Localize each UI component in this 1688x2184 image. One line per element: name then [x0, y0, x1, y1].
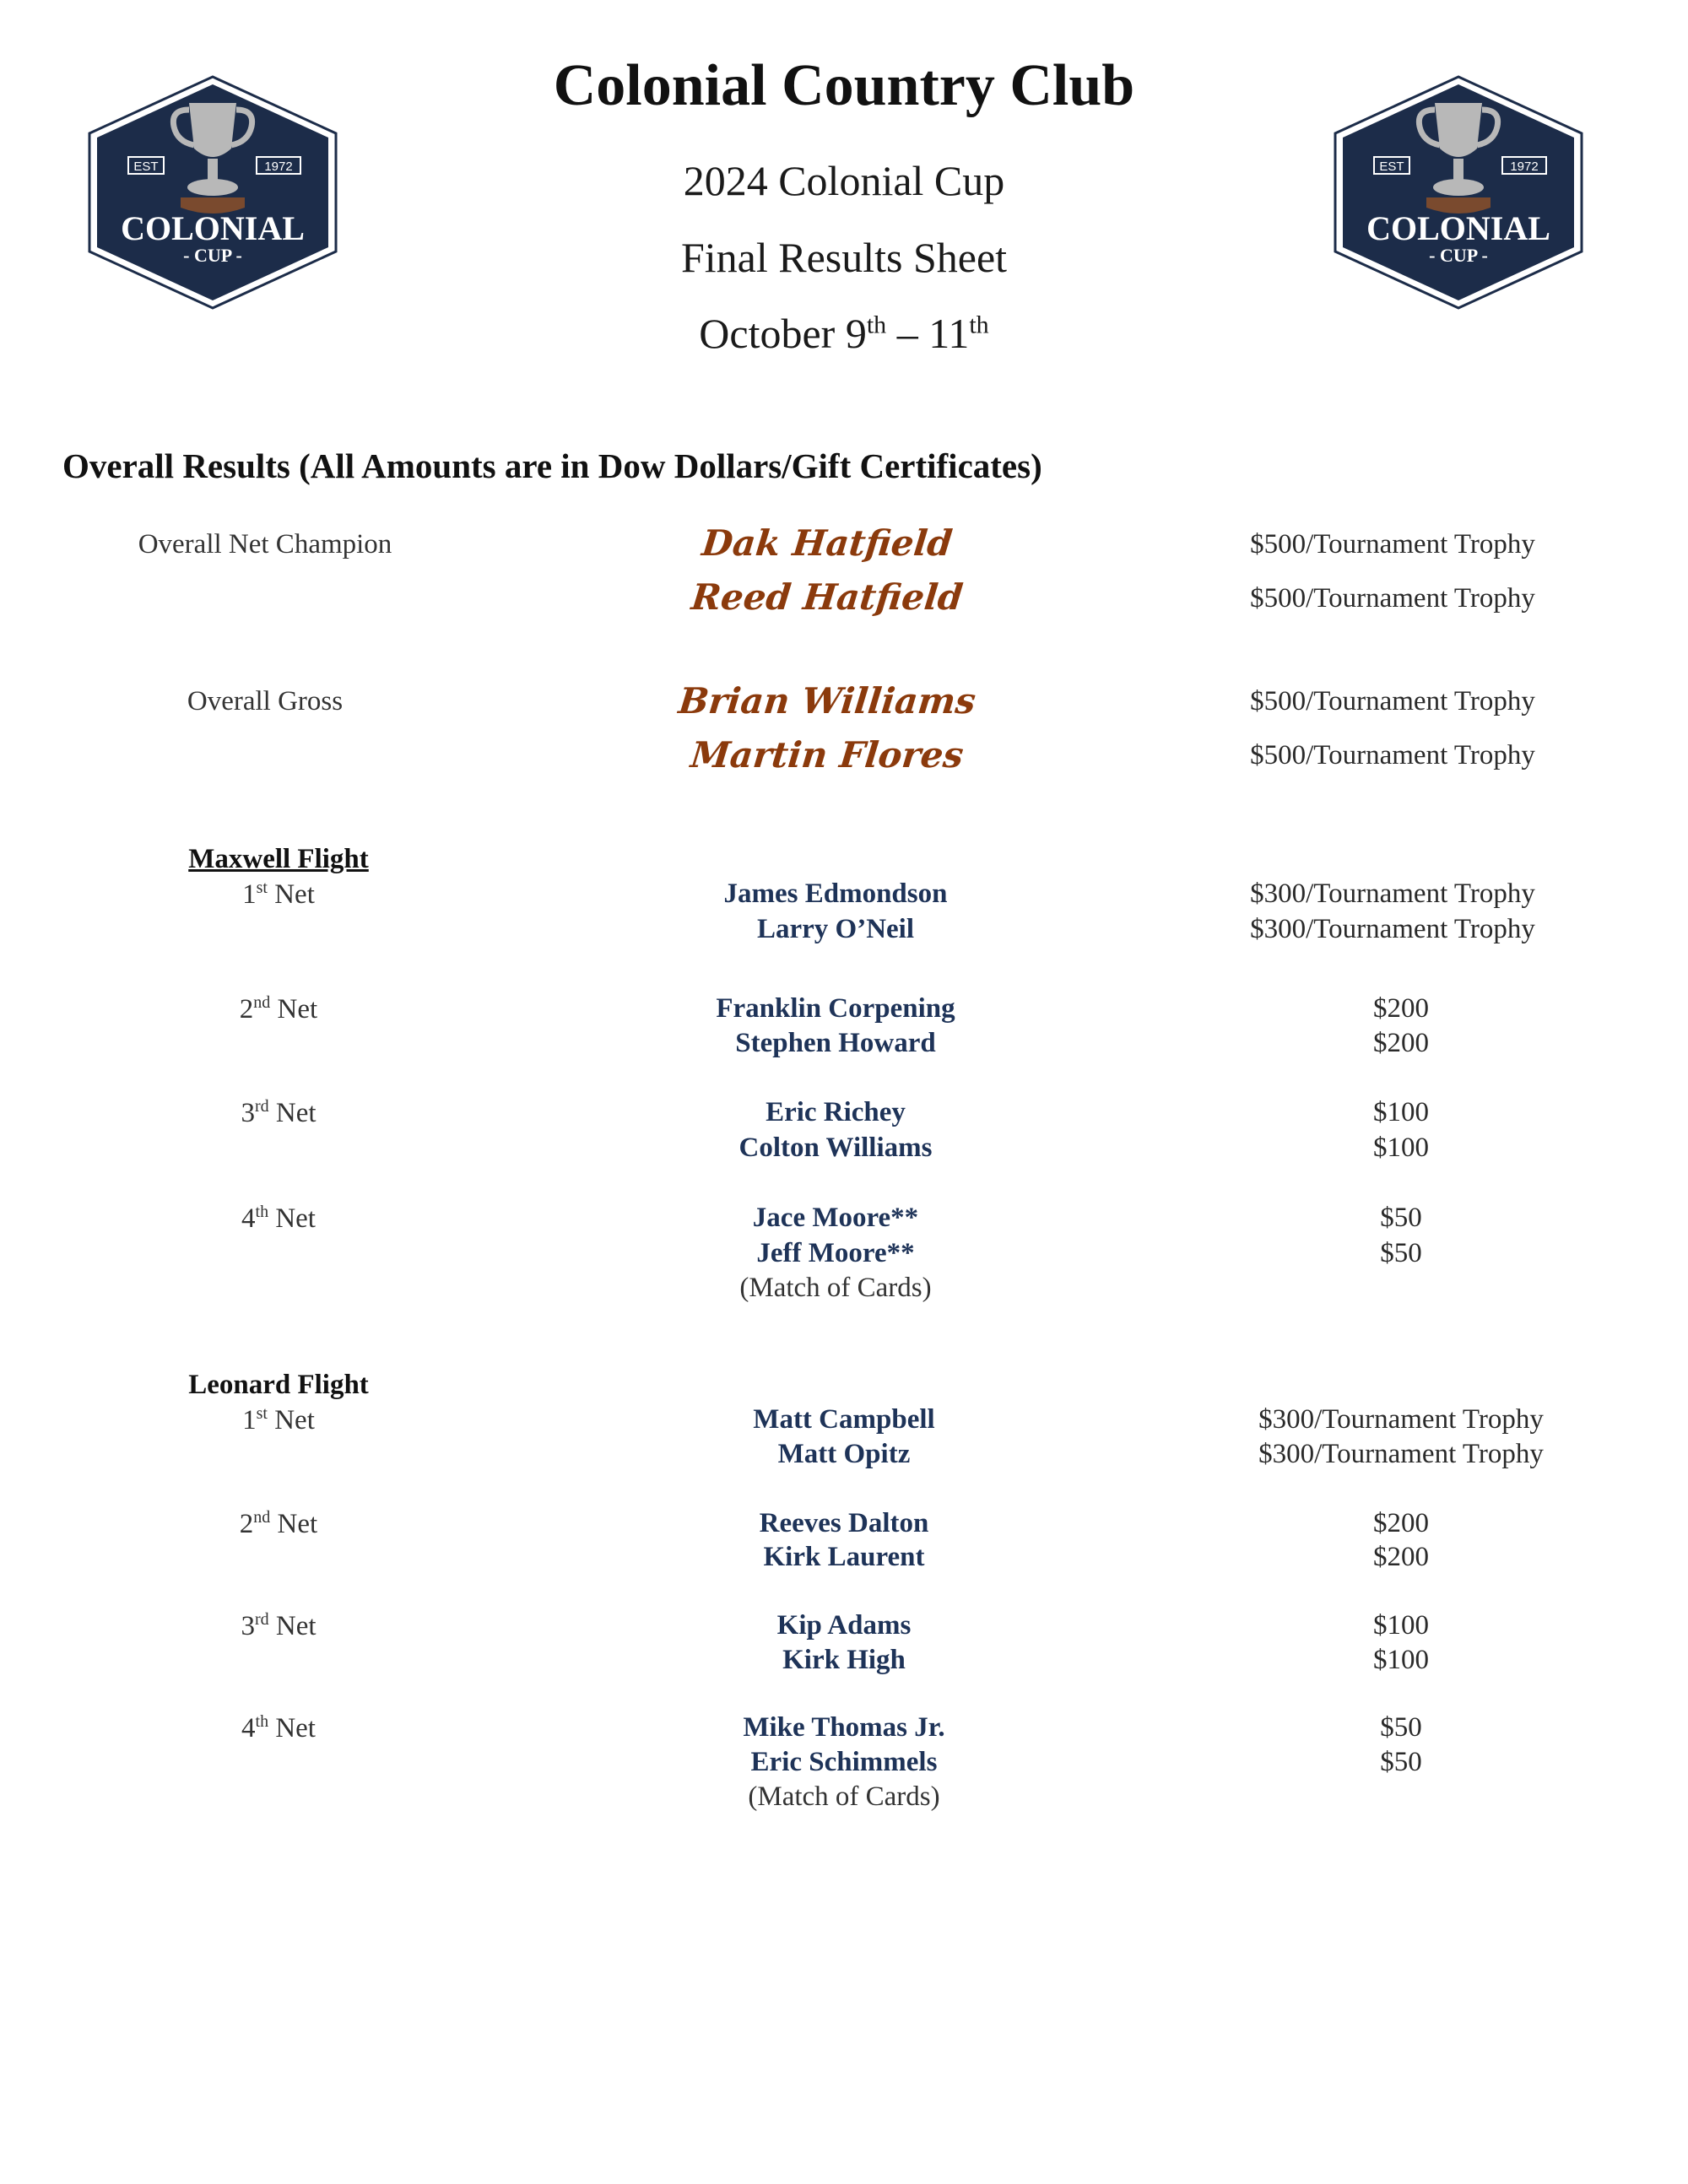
logo-cup: - CUP - — [1429, 245, 1488, 266]
player-name: Stephen Howard — [735, 1028, 936, 1058]
overall-results-heading: Overall Results (All Amounts are in Dow Dollars/Gift Certificates) — [62, 446, 1042, 485]
colonial-cup-logo-right — [1332, 74, 1585, 311]
dates-dash: – — [886, 310, 929, 357]
overall-net-winner: Reed Hatfield — [689, 576, 966, 618]
player-prize: $100 — [1373, 1610, 1429, 1641]
event-dates — [422, 309, 1266, 358]
colonial-cup-logo-left — [86, 74, 339, 311]
tiebreak-note: (Match of Cards) — [739, 1273, 932, 1303]
place-number: 2 — [239, 994, 254, 1024]
player-prize: $200 — [1373, 1542, 1429, 1572]
place-label — [152, 1712, 405, 1744]
overall-gross-prize: $500/Tournament Trophy — [1250, 686, 1535, 716]
player-prize: $100 — [1373, 1097, 1429, 1127]
logo-wordmark: COLONIAL — [1366, 209, 1550, 247]
sheet-title: Final Results Sheet — [680, 234, 1008, 281]
place-net: Net — [268, 1098, 316, 1128]
player-prize: $50 — [1380, 1747, 1422, 1777]
flight-heading-leonard: Leonard Flight — [188, 1370, 369, 1400]
place-suffix: th — [255, 1712, 269, 1731]
place-number: 1 — [242, 879, 257, 910]
player-prize: $100 — [1373, 1133, 1429, 1163]
overall-net-winner: Dak Hatfield — [700, 522, 955, 564]
place-net: Net — [268, 1203, 316, 1234]
player-name: Larry O’Neil — [756, 914, 915, 944]
place-number: 1 — [242, 1405, 257, 1435]
dates-end: 11 — [928, 310, 970, 357]
player-prize: $200 — [1373, 1508, 1429, 1538]
place-number: 3 — [241, 1611, 255, 1641]
place-label — [152, 1508, 405, 1540]
place-net: Net — [270, 1509, 318, 1539]
place-net: Net — [268, 1611, 316, 1641]
player-prize: $300/Tournament Trophy — [1258, 1439, 1544, 1469]
overall-gross-label: Overall Gross — [187, 686, 344, 716]
logo-est: EST — [1379, 159, 1404, 174]
place-number: 4 — [241, 1713, 256, 1743]
place-label — [152, 878, 405, 911]
player-prize: $50 — [1380, 1712, 1422, 1743]
player-name: Kirk Laurent — [763, 1542, 925, 1572]
place-net: Net — [267, 879, 315, 910]
overall-gross-winner: Martin Flores — [689, 734, 966, 776]
flight-heading-maxwell: Maxwell Flight — [188, 844, 369, 874]
player-name: Kip Adams — [776, 1610, 912, 1641]
dates-start-suffix: th — [866, 311, 887, 339]
player-name: James Edmondson — [723, 878, 948, 909]
tiebreak-note: (Match of Cards) — [748, 1781, 940, 1812]
place-label — [152, 1097, 405, 1129]
player-name: Franklin Corpening — [716, 993, 955, 1024]
player-prize: $300/Tournament Trophy — [1258, 1404, 1544, 1435]
logo-est: EST — [133, 159, 159, 174]
player-name: Matt Opitz — [777, 1439, 911, 1469]
place-number: 3 — [241, 1098, 255, 1128]
place-suffix: st — [256, 878, 268, 897]
logo-cup: - CUP - — [183, 245, 242, 266]
overall-net-prize: $500/Tournament Trophy — [1250, 583, 1535, 614]
place-suffix: nd — [253, 993, 271, 1012]
player-prize: $300/Tournament Trophy — [1250, 878, 1535, 909]
logo-year: 1972 — [264, 159, 293, 174]
player-prize: $300/Tournament Trophy — [1250, 914, 1535, 944]
player-name: Jeff Moore** — [756, 1238, 915, 1268]
place-label — [152, 1404, 405, 1436]
player-name: Eric Schimmels — [750, 1747, 938, 1777]
place-net: Net — [270, 994, 318, 1024]
overall-net-prize: $500/Tournament Trophy — [1250, 529, 1535, 560]
club-title: Colonial Country Club — [553, 53, 1135, 118]
place-net: Net — [268, 1713, 316, 1743]
logo-wordmark: COLONIAL — [121, 209, 305, 247]
player-name: Reeves Dalton — [759, 1508, 929, 1538]
overall-net-label: Overall Net Champion — [138, 529, 392, 560]
place-net: Net — [267, 1405, 315, 1435]
place-number: 4 — [241, 1203, 256, 1234]
player-prize: $200 — [1373, 993, 1429, 1024]
place-suffix: rd — [254, 1610, 269, 1629]
player-prize: $50 — [1380, 1203, 1422, 1233]
place-suffix: th — [255, 1203, 269, 1221]
player-name: Matt Campbell — [753, 1404, 935, 1435]
place-label — [152, 1610, 405, 1642]
player-prize: $50 — [1380, 1238, 1422, 1268]
place-suffix: rd — [254, 1097, 269, 1116]
place-suffix: st — [256, 1404, 268, 1423]
player-prize: $200 — [1373, 1028, 1429, 1058]
overall-gross-prize: $500/Tournament Trophy — [1250, 740, 1535, 770]
place-label — [152, 993, 405, 1025]
dates-end-suffix: th — [969, 311, 989, 339]
place-number: 2 — [239, 1509, 254, 1539]
player-name: Eric Richey — [766, 1097, 906, 1127]
player-name: Mike Thomas Jr. — [743, 1712, 945, 1743]
place-label — [152, 1203, 405, 1235]
player-prize: $100 — [1373, 1645, 1429, 1675]
overall-gross-winner: Brian Williams — [676, 680, 978, 722]
player-name: Jace Moore** — [752, 1203, 919, 1233]
dates-start: October 9 — [699, 310, 867, 357]
logo-year: 1972 — [1510, 159, 1539, 174]
player-name: Kirk High — [782, 1645, 906, 1675]
place-suffix: nd — [253, 1508, 271, 1527]
player-name: Colton Williams — [738, 1133, 933, 1163]
event-title: 2024 Colonial Cup — [683, 157, 1005, 204]
